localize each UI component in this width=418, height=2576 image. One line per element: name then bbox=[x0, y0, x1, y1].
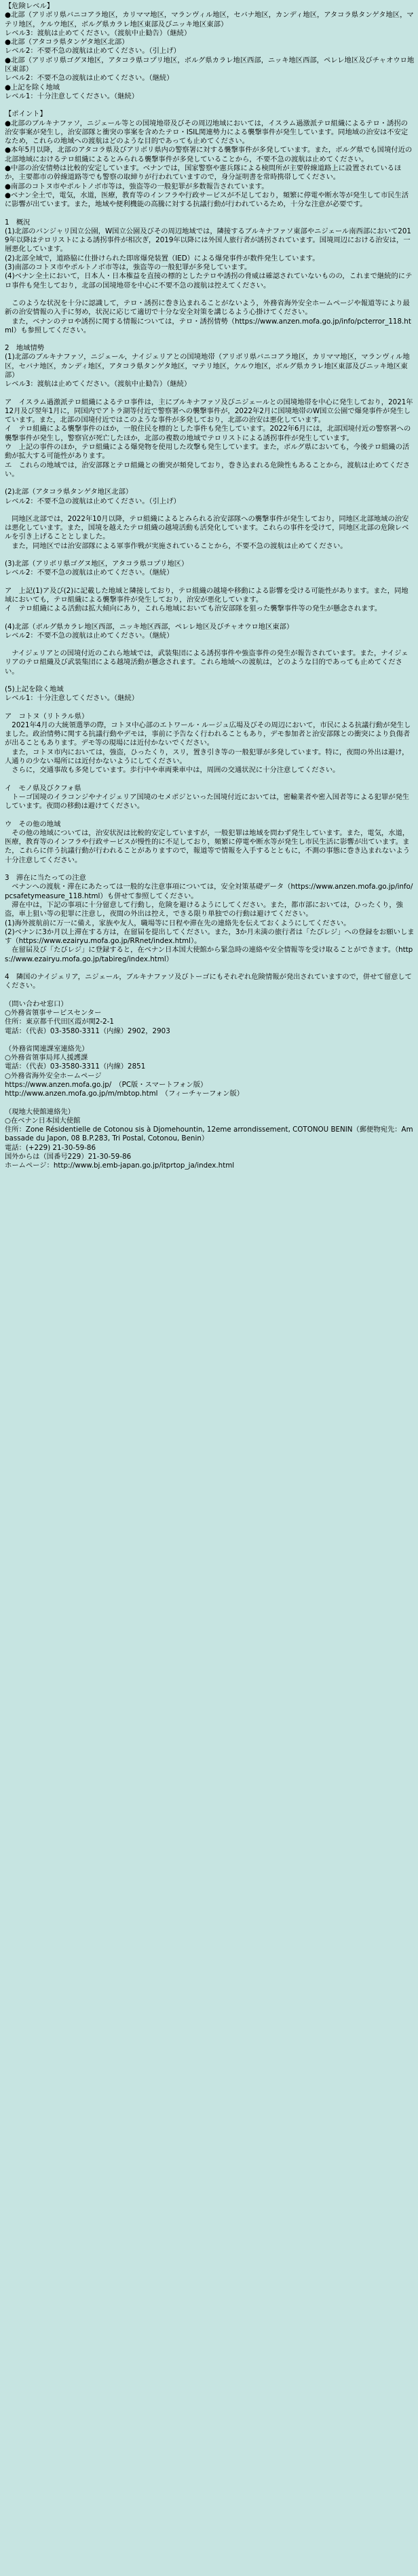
blank-line bbox=[5, 290, 415, 299]
text-line: 住所：東京都千代田区霞が関2-2-1 bbox=[5, 1018, 114, 1026]
text-line: （外務省関連課室連絡先） bbox=[5, 1044, 89, 1053]
text-line: (2)北部（アタコラ県タンゲタ地区北部） bbox=[5, 488, 133, 497]
text-line: レベル3：渡航は止めてください。（渡航中止勧告）（継続） bbox=[5, 380, 191, 389]
text-line: 国外からは（国番号229）21-30-59-86 bbox=[5, 1153, 132, 1161]
blank-line bbox=[5, 640, 415, 649]
text-line: 電話：（代表）03-3580-3311（内線）2902，2903 bbox=[5, 1026, 170, 1035]
blank-line bbox=[5, 964, 415, 973]
blank-line bbox=[5, 389, 415, 398]
text-line: （現地大使館連絡先） bbox=[5, 1107, 75, 1116]
blank-line bbox=[5, 101, 415, 110]
blank-line bbox=[5, 506, 415, 515]
text-line: 2 地域情勢 bbox=[5, 344, 45, 353]
text-line: ア 上記(1)ア及び(2)に記載した地域と隣接しており，テロ組織の越境や移動による影響を受ける可能性があります。また，同地域においても，テロ組織による襲撃事件が発生しており，治安が悪化しています。 bbox=[5, 586, 408, 604]
text-line: (4)北部（ボルグ県カラレ地区西部，ニッキ地区西部，ペレレ地区及びチャオウロ地区東部） bbox=[5, 622, 294, 631]
blank-line bbox=[5, 578, 415, 587]
text-line: ア イスラム過激派テロ組織によるテロ事件は，主にブルキナファソ及びニジェールとの国境地帯を中心に発生しており，2021年12月及び翌年1月に，同国内でアトラ湖等付近で警察署への襲撃事件が，2022年2月に国境地帯のW国立公園で爆発事件が発生しています。また，北部の国境付近ではこのような事件が多発しており，北部の治安は悪化しています。 bbox=[5, 398, 413, 425]
blank-line bbox=[5, 551, 415, 560]
text-line: 1 概況 bbox=[5, 218, 31, 227]
text-line: （問い合わせ窓口） bbox=[5, 999, 68, 1008]
text-line: http://www.anzen.mofa.go.jp/m/mbtop.html （フィーチャーフォン版） bbox=[5, 1090, 244, 1098]
text-line: (1)北部のバンジャリ国立公園，W国立公園及びその周辺地域では，隣接するブルキナファソ東部やニジェール南西部において2019年以降はテロリストによる誘拐事件が相次ぎ，2019年以降には外国人旅行者が誘拐されています。国境周辺における治安は，一層悪化しています。 bbox=[5, 227, 411, 254]
text-line: その他の地域については，治安状況は比較的安定していますが，一般犯罪は地域を問わず発生しています。また，電気，水道，医療，教育等のインフラや行政サービスが慢性的に不足しており，頻繁に停電や断水等が発生し市民生活に影響が出ています。また，これらに伴う抗議行動が行われることがありますので，報道等で情報を入手するとともに，不測の事態に巻き込まれないよう十分注意してください。 bbox=[5, 828, 411, 864]
text-line: また，同地区では治安部隊による軍事作戦が実施されていることから，不要不急の渡航は止めてください。 bbox=[5, 541, 347, 550]
text-line: 【危険レベル】 bbox=[5, 2, 54, 10]
text-line: ○外務省海外安全ホームページ bbox=[5, 1071, 102, 1080]
text-line: 4 隣国のナイジェリア，ニジェール，ブルキナファソ及びトーゴにもそれぞれ危険情報が発出されていますので，併せて留意してください。 bbox=[5, 973, 412, 991]
text-line: イ モノ県及びクフォ県 bbox=[5, 784, 81, 792]
blank-line bbox=[5, 479, 415, 488]
text-line: (4)ベナン全土において，日本人・日本権益を直接の標的としたテロや誘拐の脅威は確認されていないものの，これまで継続的にテロ事件も発生しており，北部の国境地帯を中心に不要不急の渡航は控えてください。 bbox=[5, 272, 413, 290]
blank-line bbox=[5, 614, 415, 623]
text-line: トーゴ国境のイラコンジやナイジェリア国境のセメポジといった国境付近においては，密輸業者や密入国者等による犯罪が発生しています。夜間の移動は避けてください。 bbox=[5, 792, 410, 811]
text-line: 在留届及び「たびレジ」に登録すると，在ベナン日本国大使館から緊急時の連絡や安全情報等を受け取ることができます。（https://www.ezairyu.mofa.go.jp/tabireg/index.html） bbox=[5, 946, 413, 963]
text-line: ベナンへの渡航・滞在にあたっては一般的な注意事項については，安全対策基礎データ（https://www.anzen.mofa.go.jp/info/pcsafetymeasure_118.html）も併せて参照してください。 bbox=[5, 883, 413, 900]
text-line: ●中部の治安情勢は比較的安定しています。ベナンでは，国家警察や憲兵隊による検問所が主要幹線道路上に設置されているほか，主要都市の幹線道路等でも警察の取締りが行われていますので，身分証明書を常時携帯してください。 bbox=[5, 164, 402, 182]
text-line: レベル2：不要不急の渡航は止めてください。（引上げ） bbox=[5, 497, 180, 505]
text-line: ●上記を除く地域 bbox=[5, 83, 60, 92]
text-line: ●ベナン全土で，電気，水道，医療，教育等のインフラや行政サービスが不足しており，頻繁に停電や断水等が発生して市民生活に影響が出ています。また，地域や便利機能の高騰に対する抗議行動が行われているため，十分な注意が必要です。 bbox=[5, 191, 409, 209]
text-line: ●本年5月以降，北部のアタコラ県及びアリボリ県内の警察署に対する襲撃事件が多発しています。また，ボルグ県でも国境付近の北部地域におけるテロ組織によるとみられる襲撃事件が多発していることから，不要不急の渡航は止めてください。 bbox=[5, 146, 413, 164]
blank-line bbox=[5, 991, 415, 1000]
blank-line bbox=[5, 811, 415, 820]
text-line: ●北部（アリボリ県バニコアラ地区，カリママ地区，マランヴィル地区，セバナ地区，カンディ地区，アタコラ県タンゲタ地区，マテリ地区，ケルウ地区，ボルグ県カラレ地区東部及びニッキ地区東部） bbox=[5, 11, 414, 28]
text-line: エ これらの地域では，治安部隊とテロ組織との衝突が頻発しており，巻き込まれる危険性もあることから，渡航は止めてください。 bbox=[5, 461, 411, 478]
text-line: レベル2：不要不急の渡航は止めてください。（引上げ） bbox=[5, 47, 180, 56]
blank-line bbox=[5, 676, 415, 685]
text-line: (3)北部（アリボリ県ゴグヌ地区，アタコラ県コプリ地区） bbox=[5, 560, 189, 569]
text-line: ●南部のコトヌ市やポルトノボ市等は，強盗等の一般犯罪が多数報告されています。 bbox=[5, 182, 269, 191]
text-line: 電話：（代表）03-3580-3311（内線）2851 bbox=[5, 1062, 146, 1071]
text-line: ウ その他の地域 bbox=[5, 820, 61, 828]
text-line: 住所：Zone Résidentielle de Cotonou sis à Djomehountin, 12eme arrondissement, COTONOU BENIN（郵便物宛先：Ambassade du Japon, 08 B.P.283, Tri Postal, Cotonou, Benin） bbox=[5, 1126, 413, 1143]
text-line: このような状況を十分に認識して，テロ・誘拐に巻き込まれることがないよう，外務省海外安全ホームページや報道等により最新の治安情報の入手に努め，状況に応じて適切で十分な安全対策を講じるよう心掛けてください。 bbox=[5, 299, 410, 317]
text-line: イ テロ組織による活動は拡大傾向にあり，これら地域においても治安部隊を狙った襲撃事件等の発生が懸念されます。 bbox=[5, 604, 382, 613]
blank-line bbox=[5, 775, 415, 784]
text-line: レベル1：十分注意してください。（継続） bbox=[5, 694, 139, 703]
blank-line bbox=[5, 704, 415, 712]
text-line: ○外務省領事サービスセンター bbox=[5, 1008, 102, 1017]
text-line: イ テロ組織による襲撃事件のほか，一般住民を標的とした事件も発生しています。2022年6月には，北部国境付近の警察署への襲撃事件が発生し，警察官が死亡したほか，北部の複数の地域でテロリストによる誘拐事件が発生しています。 bbox=[5, 425, 411, 442]
text-line: ●北部（アリボリ県ゴグヌ地区，アタコラ県コプリ地区，ボルグ県カラレ地区西部，ニッキ地区西部，ペレレ地区及びチャオウロ地区東部） bbox=[5, 56, 415, 74]
text-line: レベル2：不要不急の渡航は止めてください。（継続） bbox=[5, 631, 174, 640]
text-line: レベル2：不要不急の渡航は止めてください。（継続） bbox=[5, 74, 174, 83]
text-line: また，ベナンのテロや誘拐に関する情報については，テロ・誘拐情勢（https://www.anzen.mofa.go.jp/info/pcterror_118.html）も参照してください。 bbox=[5, 317, 411, 334]
text-line: 電話：(+229) 21-30-59-86 bbox=[5, 1143, 96, 1152]
text-line: 同地区北部では，2022年10月以降，テロ組織によるとみられる治安部隊への襲撃事件が発生しており，同地区北部地域の治安は悪化しています。また，国境を越えたテロ組織の越境活動も活発化しています。これらの事件を受けて，同地区北部の危険レベルを引き上げることとしました。 bbox=[5, 514, 409, 541]
text-line: (5)上記を除く地域 bbox=[5, 685, 64, 693]
text-line: ●北部のブルキナファソ，ニジェール等との国境地帯及びその周辺地域においては，イスラム過激派テロ組織によるテロ・誘拐の治安事案が発生し，治安部隊と衝突の事案を含めたテロ・ISIL関連勢力による襲撃事件が発生しています。同地域の治安は不安定なため，これらの地域への渡航はどのような目的であっても止めてください。 bbox=[5, 119, 408, 146]
text-line: ○在ベナン日本国大使館 bbox=[5, 1116, 81, 1125]
text-line: (2)北部全域で，道路脇に仕掛けられた即席爆発装置（IED）による爆発事件が数件発生しています。 bbox=[5, 254, 320, 263]
blank-line bbox=[5, 865, 415, 874]
blank-line bbox=[5, 1036, 415, 1045]
text-line: ナイジェリアとの国境付近のこれら地域では，武装集団による誘拐事件や強盗事件の発生が報告されています。また，ナイジェリアのテロ組織及び武装集団による越境活動が懸念されます。これら地域への渡航は，どのような目的であっても止めてください。 bbox=[5, 649, 408, 676]
text-line: さらに，交通事故も多発しています。歩行中や車両乗車中は，周囲の交通状況に十分注意してください。 bbox=[5, 766, 340, 775]
text-line: 滞在中は，下記の事項に十分留意して行動し，危険を避けるようにしてください。また，都市部においては，ひったくり，強盗，車上狙い等の犯罪に注意し，夜間の外出は控え，できる限り単独での行動は避けてください。 bbox=[5, 900, 403, 919]
blank-line bbox=[5, 335, 415, 344]
text-line: https://www.anzen.mofa.go.jp/ （PC版・スマートフォン版） bbox=[5, 1080, 208, 1089]
text-line: (2)ベナンに3か月以上滞在する方は，在留届を提出してください。また，3か月未満の旅行者は「たびレジ」への登録をお願いします（https://www.ezairyu.mofa.go.jp/RRnet/index.html）。 bbox=[5, 927, 415, 946]
text-line: ア コトヌ（リトラル県） bbox=[5, 712, 89, 720]
text-line: レベル2：不要不急の渡航は止めてください。（継続） bbox=[5, 569, 174, 577]
text-line: (1)北部のブルキナファソ，ニジェール，ナイジェリアとの国境地帯（アリボリ県バニコアラ地区，カリママ地区，マランヴィル地区，セバナ地区，カンディ地区，アタコラ県タンゲタ地区，マテリ地区，ケルウ地区，ボルグ県カラレ地区東部及びニッキ地区東部） bbox=[5, 353, 410, 379]
text-line: また，コトヌ市内においては，強盗，ひったくり，スリ，置き引き等の一般犯罪が多発しています。特に，夜間の外出は避け，人通りの少ない場所には近付かないようにしてください。 bbox=[5, 748, 409, 766]
text-line: 【ポイント】 bbox=[5, 110, 47, 119]
text-line: (1)海外渡航前に万一に備え，家族や友人，職場等に日程や滞在先の連絡先を伝えておくようにしてください。 bbox=[5, 919, 351, 927]
text-line: 3 滞在に当たっての注意 bbox=[5, 874, 86, 883]
text-line: レベル3：渡航は止めてください。（渡航中止勧告）（継続） bbox=[5, 28, 191, 37]
blank-line bbox=[5, 1099, 415, 1108]
text-line: レベル1：十分注意してください。（継続） bbox=[5, 92, 139, 100]
travel-advisory-document bbox=[0, 0, 418, 1175]
text-line: ウ 上記の事件のほか，テロ組織による爆発物を使用した攻撃も発生しています。また，ボルグ県においても，今後テロ組織の活動が拡大する可能性があります。 bbox=[5, 443, 410, 461]
text-line: (3)南部のコトヌ市やポルトノボ市等は，強盗等の一般犯罪が多発しています。 bbox=[5, 263, 252, 272]
text-line: ホームページ：http://www.bj.emb-japan.go.jp/itprtop_ja/index.html bbox=[5, 1161, 235, 1170]
text-line: ●北部（アタコラ県タンゲタ地区北部） bbox=[5, 38, 129, 47]
blank-line bbox=[5, 210, 415, 218]
text-line: ○外務省領事局邦人援護課 bbox=[5, 1054, 88, 1062]
text-line: 2021年4月の大統領選挙の際，コトヌ中心部のエトワール・ルージュ広場及びその周辺において，市民による抗議行動が発生しました。政治情勢に関する抗議行動やデモは，事前に予告なく行われることもあり，デモ参加者と治安部隊との衝突により負傷者が出ることもあります。デモ等の現場には近付かないでください。 bbox=[5, 720, 411, 748]
